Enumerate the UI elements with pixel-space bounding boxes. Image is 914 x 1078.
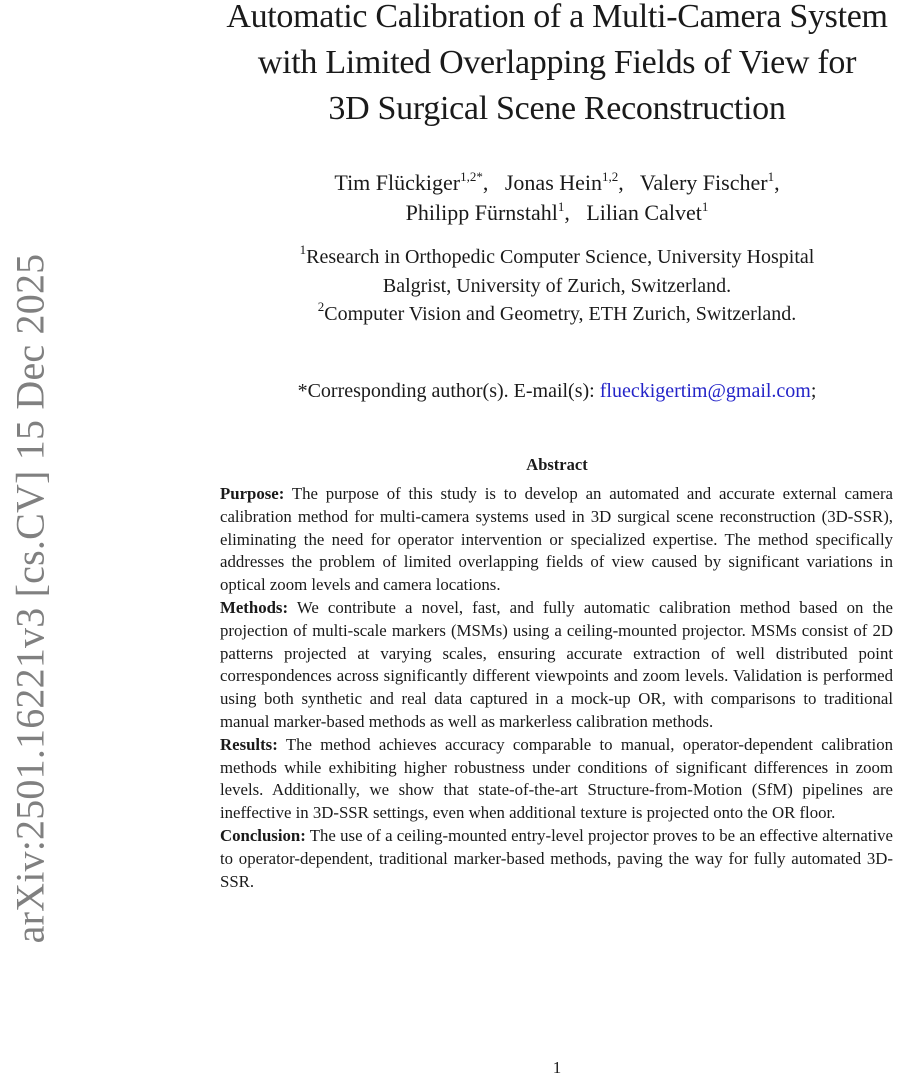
author-affiliation-mark: 1 [767,169,775,184]
author-affiliation-mark: 1,2* [460,169,483,184]
title-line-1: Automatic Calibration of a Multi-Camera System [226,0,888,35]
paper-title [190,0,914,132]
author-separator: , [774,170,780,195]
author-separator: , [482,170,500,195]
abstract-methods [220,597,893,734]
arxiv-stamp-text: arXiv:2501.16221v3 [cs.CV] 15 Dec 2025 [7,253,53,943]
arxiv-identifier-stamp [6,228,54,968]
author-name: Lilian Calvet [586,200,702,225]
email-link[interactable]: flueckigertim@gmail.com [599,380,811,402]
section-text: We contribute a novel, fast, and fully automatic calibration method based on the projection of multi-scale markers (MSMs) using a ceiling-mounted projector. MSMs consist of 2D patterns projected at varying scales, ensuring accurate extraction of well distributed point correspondences across significantly different viewpoints and zoom levels. Validation is performed using both synthetic and real data captured in a mock-up OR, with comparisons to traditional manual marker-based methods as well as markerless calibration methods. [220,597,893,731]
page-number: 1 [552,1058,562,1077]
section-text: The purpose of this study is to develop an automated and accurate external camera calibration method for multi-camera systems used in 3D surgical scene reconstruction (3D-SSR), eliminating the need for operator intervention or specialized expertise. The method specifically addresses the problem of limited overlapping fields of view caused by significant variations in optical zoom levels and camera locations. [220,484,893,595]
author-separator: , [618,170,635,195]
affiliation-list [222,243,892,329]
author-name: Tim Flückiger [334,170,461,195]
affiliation-text: Research in Orthopedic Computer Science, University Hospital [306,246,815,268]
section-label: Purpose: [220,484,285,503]
title-line-3: 3D Surgical Scene Reconstruction [328,90,786,127]
title-line-2: with Limited Overlapping Fields of View for [257,44,857,81]
abstract-body [220,483,893,893]
affiliation-1-line-2: Balgrist, University of Zurich, Switzerland. [382,274,732,297]
section-label: Results: [220,734,278,754]
section-label: Methods: [220,597,289,617]
affiliation-number: 1 [299,242,307,257]
abstract-heading: Abstract [526,455,588,474]
corresponding-author-note [222,377,892,405]
author-name: Jonas Hein [504,170,603,195]
section-text: The use of a ceiling-mounted entry-level projector proves to be an effective alternative to operator-dependent, traditional marker-based methods, paving the way for fully automated 3D-SSR. [220,825,893,891]
author-separator: , [564,200,581,225]
abstract-purpose [220,483,893,597]
author-name: Philipp Fürnstahl [405,200,558,225]
affiliation-1-line-1 [222,243,892,272]
affiliation-text: Computer Vision and Geometry, ETH Zurich, Switzerland. [324,303,797,325]
author-list [230,168,884,228]
author-line-2 [230,198,884,228]
author-name: Valery Fischer [639,170,768,195]
author-line-1 [230,168,884,198]
section-text: The method achieves accuracy comparable to manual, operator-dependent calibration methods while exhibiting higher robustness under conditions of significant differences in zoom levels. Additionally, we show that state-of-the-art Structure-from-Motion (SfM) pipelines are ineffective in 3D-SSR settings, even when additional texture is projected onto the OR floor. [220,734,893,823]
author-affiliation-mark: 1 [701,199,709,214]
section-label: Conclusion: [220,825,306,845]
author-affiliation-mark: 1,2 [602,169,619,184]
corresponding-suffix: ; [810,380,817,402]
abstract-results [220,734,893,825]
affiliation-number: 2 [317,299,325,314]
affiliation-2 [222,300,892,329]
author-affiliation-mark: 1 [557,199,565,214]
abstract-conclusion [220,825,893,893]
corresponding-prefix: *Corresponding author(s). E-mail(s): [297,380,600,402]
